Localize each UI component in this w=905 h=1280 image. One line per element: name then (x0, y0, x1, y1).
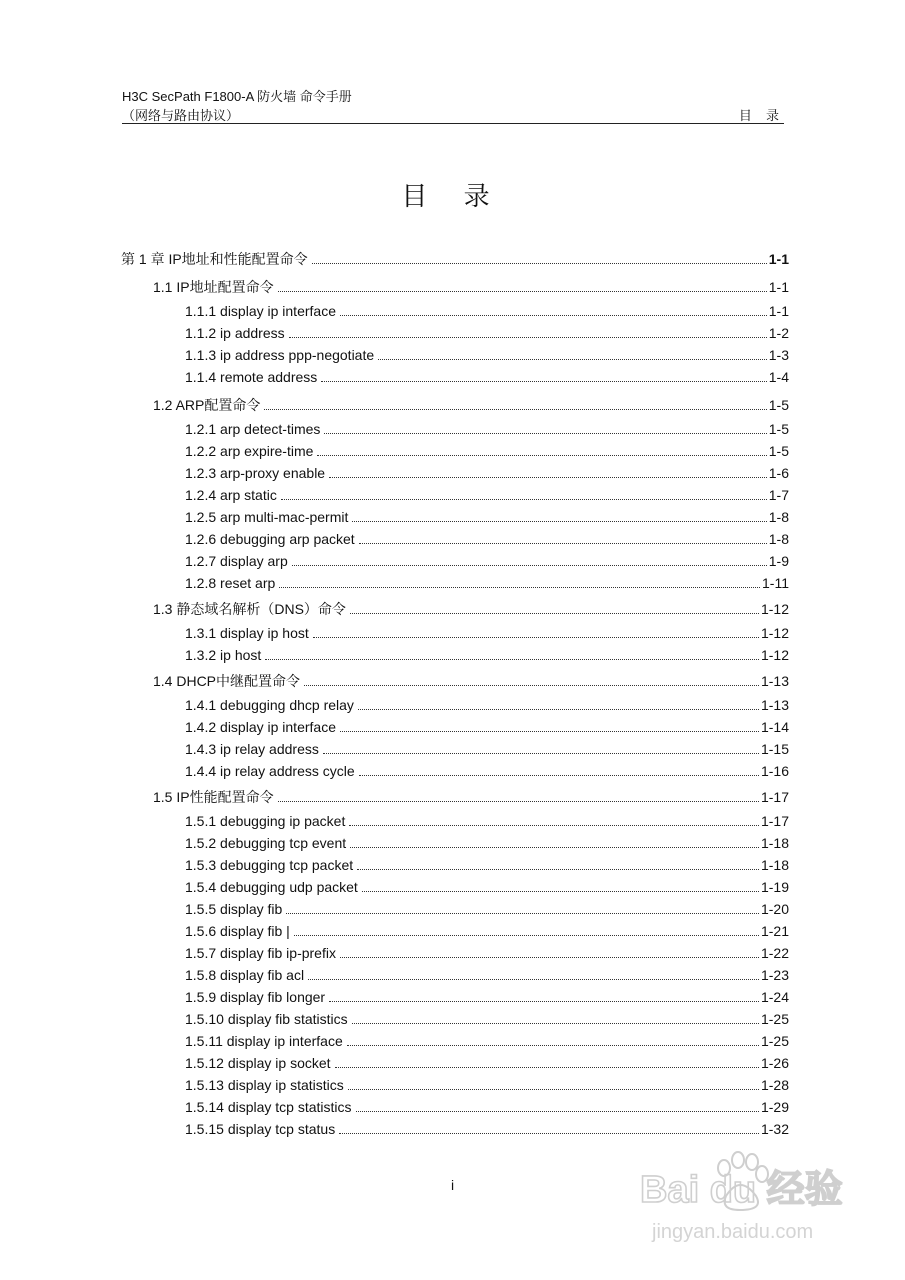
toc-entry[interactable] (185, 1009, 789, 1029)
toc-dot-leader (356, 1110, 759, 1112)
toc-entry-page: 1-1 (768, 303, 789, 319)
toc-entry[interactable] (121, 249, 789, 269)
toc-dot-leader (350, 612, 759, 614)
toc-dot-leader (352, 520, 766, 522)
toc-entry[interactable] (185, 463, 789, 483)
toc-dot-leader (362, 890, 759, 892)
toc-entry-page: 1-4 (768, 369, 789, 385)
toc-entry-title: 1.3 静态域名解析（DNS）命令 (153, 601, 346, 617)
toc-entry-page: 1-8 (768, 509, 789, 525)
toc-entry-page: 1-16 (760, 763, 789, 779)
toc-dot-leader (294, 934, 759, 936)
toc-dot-leader (321, 380, 766, 382)
toc-dot-leader (304, 684, 759, 686)
toc-entry[interactable] (185, 441, 789, 461)
toc-entry-page: 1-17 (760, 813, 789, 829)
toc-entry[interactable] (185, 811, 789, 831)
header-subtitle: （网络与路由协议） (122, 109, 240, 124)
toc-entry-title: 1.5.11 display ip interface (185, 1033, 343, 1049)
toc-entry-page: 1-32 (760, 1121, 789, 1137)
toc-entry-title: 1.1 IP地址配置命令 (153, 279, 274, 295)
toc-dot-leader (289, 336, 767, 338)
toc-entry[interactable] (185, 345, 789, 365)
toc-entry-page: 1-28 (760, 1077, 789, 1093)
toc-entry-page: 1-6 (768, 465, 789, 481)
toc-entry-title: 1.5.8 display fib acl (185, 967, 305, 983)
toc-entry-page: 1-2 (768, 325, 789, 341)
toc-entry[interactable] (153, 599, 789, 619)
toc-entry-page: 1-13 (760, 673, 789, 689)
toc-entry-title: 1.5.14 display tcp statistics (185, 1099, 352, 1115)
baidu-jingyan-watermark (640, 1140, 860, 1250)
toc-entry-title: 1.5.1 debugging ip packet (185, 813, 346, 829)
toc-entry-page: 1-22 (760, 945, 789, 961)
toc-dot-leader (347, 1044, 759, 1046)
toc-entry[interactable] (185, 573, 789, 593)
toc-entry[interactable] (185, 899, 789, 919)
watermark-url: jingyan.baidu.com (652, 1221, 814, 1243)
page-header (122, 86, 784, 124)
toc-entry[interactable] (185, 943, 789, 963)
toc-entry-page: 1-1 (768, 279, 789, 295)
toc-entry-title: 1.2.6 debugging arp packet (185, 531, 355, 547)
toc-entry[interactable] (185, 717, 789, 737)
toc-entry[interactable] (185, 1075, 789, 1095)
toc-entry[interactable] (185, 695, 789, 715)
toc-entry-title: 1.5.10 display fib statistics (185, 1011, 348, 1027)
toc-entry-title: 1.4.3 ip relay address (185, 741, 319, 757)
toc-entry[interactable] (153, 787, 789, 807)
toc-entry-page: 1-5 (768, 421, 789, 437)
toc-entry-title: 1.5.5 display fib (185, 901, 283, 917)
toc-entry-title: 1.2.4 arp static (185, 487, 277, 503)
toc-entry-page: 1-12 (760, 647, 789, 663)
toc-entry-title: 1.2.5 arp multi-mac-permit (185, 509, 349, 525)
toc-dot-leader (359, 542, 767, 544)
toc-entry-page: 1-24 (760, 989, 789, 1005)
toc-dot-leader (265, 658, 759, 660)
toc-entry-page: 1-7 (768, 487, 789, 503)
toc-entry[interactable] (185, 1119, 789, 1139)
toc-entry-page: 1-5 (768, 397, 789, 413)
toc-entry-title: 1.5.4 debugging udp packet (185, 879, 358, 895)
toc-entry-title: 1.5.7 display fib ip-prefix (185, 945, 336, 961)
toc-dot-leader (358, 708, 759, 710)
toc-entry[interactable] (185, 739, 789, 759)
toc-entry-page: 1-25 (760, 1033, 789, 1049)
toc-entry[interactable] (185, 877, 789, 897)
toc-entry-page: 1-14 (760, 719, 789, 735)
toc-entry[interactable] (185, 301, 789, 321)
toc-dot-leader (329, 476, 767, 478)
toc-entry-title: 1.5.13 display ip statistics (185, 1077, 344, 1093)
toc-dot-leader (308, 978, 759, 980)
toc-entry[interactable] (153, 277, 789, 297)
toc-entry[interactable] (185, 761, 789, 781)
toc-dot-leader (359, 774, 759, 776)
toc-entry-title: 1.2 ARP配置命令 (153, 397, 261, 413)
toc-entry-title: 1.5.15 display tcp status (185, 1121, 336, 1137)
toc-entry-title: 第 1 章 IP地址和性能配置命令 (121, 251, 308, 267)
toc-entry[interactable] (185, 1053, 789, 1073)
toc-entry-page: 1-17 (760, 789, 789, 805)
toc-entry-page: 1-1 (768, 251, 789, 267)
toc-dot-leader (278, 290, 767, 292)
toc-dot-leader (323, 752, 759, 754)
toc-entry-page: 1-26 (760, 1055, 789, 1071)
toc-dot-leader (317, 454, 766, 456)
toc-dot-leader (352, 1022, 759, 1024)
toc-entry-title: 1.4 DHCP中继配置命令 (153, 673, 301, 689)
toc-entry-page: 1-29 (760, 1099, 789, 1115)
toc-entry-title: 1.3.2 ip host (185, 647, 262, 663)
toc-entry-title: 1.1.3 ip address ppp-negotiate (185, 347, 375, 363)
toc-entry[interactable] (185, 1097, 789, 1117)
toc-dot-leader (340, 314, 767, 316)
toc-dot-leader (335, 1066, 759, 1068)
toc-dot-leader (349, 824, 759, 826)
toc-entry-page: 1-12 (760, 625, 789, 641)
toc-entry-page: 1-23 (760, 967, 789, 983)
toc-entry[interactable] (185, 965, 789, 985)
header-title: H3C SecPath F1800-A 防火墙 命令手册 (122, 89, 352, 104)
toc-entry-title: 1.3.1 display ip host (185, 625, 309, 641)
toc-entry[interactable] (185, 419, 789, 439)
toc-dot-leader (339, 1132, 759, 1134)
toc-entry-title: 1.4.4 ip relay address cycle (185, 763, 355, 779)
toc-entry-page: 1-20 (760, 901, 789, 917)
toc-entry-page: 1-13 (760, 697, 789, 713)
toc-entry-title: 1.1.4 remote address (185, 369, 318, 385)
toc-dot-leader (281, 498, 767, 500)
toc-entry-page: 1-21 (760, 923, 789, 939)
toc-dot-leader (286, 912, 759, 914)
toc-entry-title: 1.2.7 display arp (185, 553, 288, 569)
toc-entry-title: 1.5.12 display ip socket (185, 1055, 331, 1071)
watermark-brand: Bai du 经验 (640, 1169, 843, 1211)
toc-entry-page: 1-15 (760, 741, 789, 757)
toc-entry-page: 1-3 (768, 347, 789, 363)
toc-entry-page: 1-9 (768, 553, 789, 569)
toc-entry-page: 1-12 (760, 601, 789, 617)
page-number: i (450, 1177, 455, 1193)
toc-dot-leader (340, 730, 759, 732)
toc-entry-title: 1.2.1 arp detect-times (185, 421, 321, 437)
toc-entry-page: 1-11 (762, 575, 789, 591)
toc-entry[interactable] (185, 323, 789, 343)
toc-dot-leader (264, 408, 766, 410)
toc-entry-page: 1-25 (760, 1011, 789, 1027)
toc-entry[interactable] (185, 507, 789, 527)
toc-entry-title: 1.4.1 debugging dhcp relay (185, 697, 354, 713)
toc-entry-title: 1.5.9 display fib longer (185, 989, 326, 1005)
toc-dot-leader (350, 846, 759, 848)
toc-dot-leader (348, 1088, 759, 1090)
toc-entry-title: 1.2.8 reset arp (185, 575, 276, 591)
page-title: 目 录 (401, 182, 504, 212)
toc-entry[interactable] (185, 833, 789, 853)
header-section: 目 录 (738, 109, 784, 124)
toc-dot-leader (312, 262, 767, 264)
toc-entry[interactable] (185, 551, 789, 571)
toc-dot-leader (292, 564, 767, 566)
toc-entry[interactable] (185, 987, 789, 1007)
toc-entry-page: 1-18 (760, 857, 789, 873)
toc-dot-leader (357, 868, 759, 870)
toc-entry-page: 1-19 (760, 879, 789, 895)
toc-entry[interactable] (185, 645, 789, 665)
toc-dot-leader (340, 956, 759, 958)
toc-dot-leader (324, 432, 766, 434)
toc-entry[interactable] (185, 485, 789, 505)
toc-dot-leader (313, 636, 759, 638)
toc-entry-title: 1.2.3 arp-proxy enable (185, 465, 326, 481)
toc-entry[interactable] (185, 855, 789, 875)
toc-entry-title: 1.5 IP性能配置命令 (153, 789, 274, 805)
toc-entry-title: 1.4.2 display ip interface (185, 719, 336, 735)
toc-entry-page: 1-8 (768, 531, 789, 547)
toc-dot-leader (329, 1000, 759, 1002)
toc-entry-title: 1.1.2 ip address (185, 325, 285, 341)
toc-entry-title: 1.5.6 display fib | (185, 923, 290, 939)
toc-dot-leader (279, 586, 760, 588)
toc-entry-title: 1.5.3 debugging tcp packet (185, 857, 354, 873)
toc-entry-page: 1-18 (760, 835, 789, 851)
toc-entry-title: 1.1.1 display ip interface (185, 303, 336, 319)
toc-entry[interactable] (185, 529, 789, 549)
toc-entry-title: 1.5.2 debugging tcp event (185, 835, 347, 851)
toc-entry[interactable] (185, 921, 789, 941)
toc-entry-page: 1-5 (768, 443, 789, 459)
toc-entry[interactable] (185, 367, 789, 387)
toc-entry-title: 1.2.2 arp expire-time (185, 443, 314, 459)
toc-entry[interactable] (153, 671, 789, 691)
toc-entry[interactable] (185, 623, 789, 643)
toc-entry[interactable] (185, 1031, 789, 1051)
toc-dot-leader (278, 800, 759, 802)
toc-entry[interactable] (153, 395, 789, 415)
toc-dot-leader (378, 358, 767, 360)
